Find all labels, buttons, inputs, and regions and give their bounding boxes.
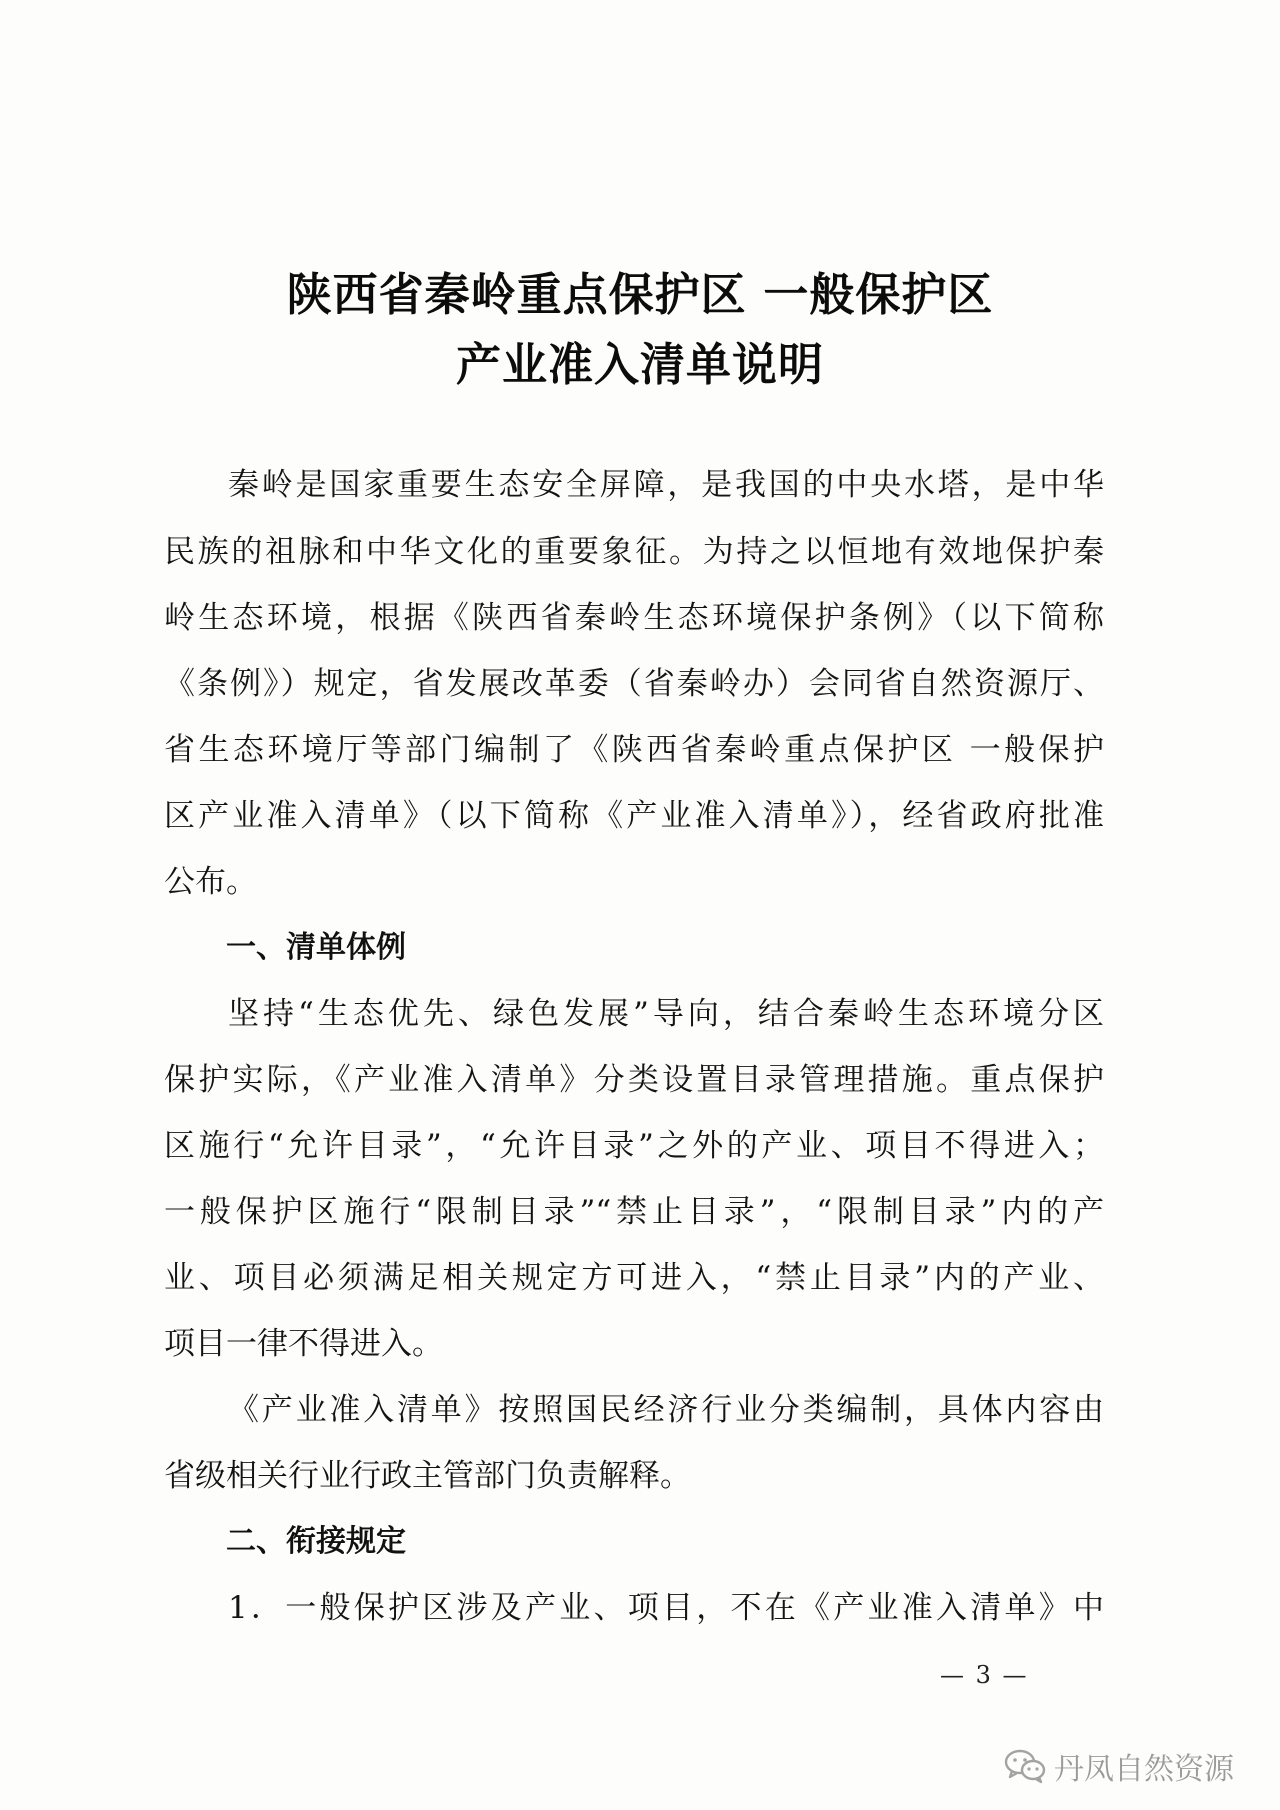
section1-line: 保护实际，《产业准入清单》分类设置目录管理措施。重点保护	[164, 1062, 1104, 1098]
section1-line: 坚持“生态优先、绿色发展”导向，结合秦岭生态环境分区	[228, 996, 1104, 1032]
section2-item-1: 1．一般保护区涉及产业、项目，不在《产业准入清单》中	[228, 1590, 1104, 1626]
section1-line: 一般保护区施行“限制目录”“禁止目录”，“限制目录”内的产	[164, 1194, 1104, 1230]
intro-line: 省生态环境厅等部门编制了《陕西省秦岭重点保护区 一般保护	[164, 732, 1104, 768]
watermark-label: 丹凤自然资源	[1054, 1752, 1234, 1787]
watermark	[1004, 1744, 1234, 1788]
page-number: — 3 —	[940, 1661, 1029, 1689]
section1-line: 业、项目必须满足相关规定方可进入，“禁止目录”内的产业、	[164, 1260, 1104, 1296]
section1-line: 项目一律不得进入。	[164, 1326, 443, 1362]
intro-line: 区产业准入清单》（以下简称《产业准入清单》），经省政府批准	[164, 798, 1104, 834]
intro-line: 岭生态环境，根据《陕西省秦岭生态环境保护条例》（以下简称	[164, 600, 1104, 636]
document-title-line-1: 陕西省秦岭重点保护区 一般保护区	[286, 268, 994, 321]
intro-line: 公布。	[164, 864, 257, 900]
section-heading-1: 一、清单体例	[226, 930, 406, 965]
intro-line: 秦岭是国家重要生态安全屏障，是我国的中央水塔，是中华	[228, 467, 1104, 503]
intro-line: 民族的祖脉和中华文化的重要象征。为持之以恒地有效地保护秦	[164, 534, 1104, 570]
intro-line: 《条例》）规定，省发展改革委（省秦岭办）会同省自然资源厅、	[164, 666, 1104, 702]
document-title-line-2: 产业准入清单说明	[455, 338, 824, 391]
section1-line: 《产业准入清单》按照国民经济行业分类编制，具体内容由	[228, 1392, 1104, 1428]
section1-line: 省级相关行业行政主管部门负责解释。	[164, 1458, 691, 1494]
section1-line: 区施行“允许目录”，“允许目录”之外的产业、项目不得进入；	[164, 1128, 1104, 1164]
wechat-icon	[1004, 1748, 1046, 1784]
section-heading-2: 二、衔接规定	[226, 1524, 406, 1559]
